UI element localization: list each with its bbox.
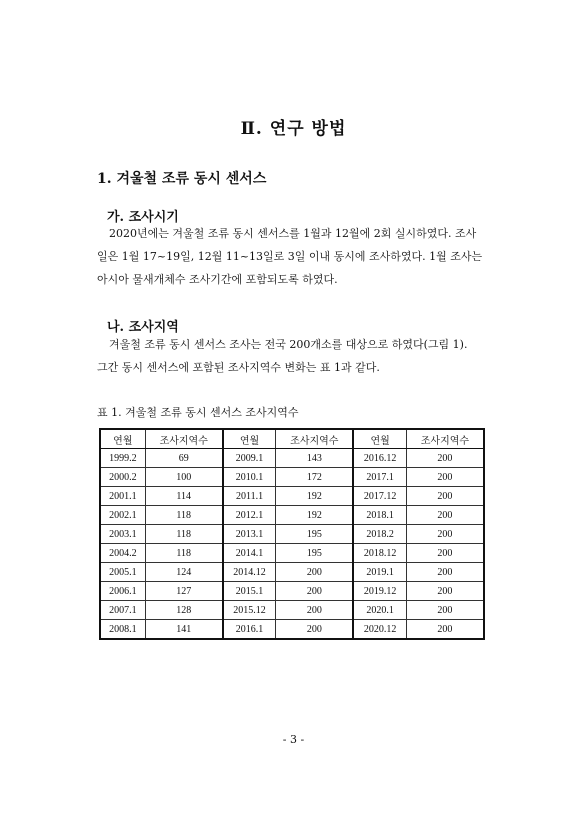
table-row: [100, 468, 484, 487]
subsection-title-period: 가. 조사시기: [107, 210, 179, 225]
table-cell: 200: [406, 487, 484, 506]
table-cell: 2018.12: [353, 544, 406, 563]
table-cell: 192: [276, 487, 354, 506]
table-cell: 200: [406, 601, 484, 620]
table-cell: 2018.2: [353, 525, 406, 544]
table-cell: 2004.2: [100, 544, 145, 563]
table-caption: 표 1. 겨울철 조류 동시 센서스 조사지역수: [97, 406, 299, 419]
table-cell: 2018.1: [353, 506, 406, 525]
table-cell: 200: [406, 468, 484, 487]
table-cell: 200: [406, 525, 484, 544]
table-cell: 2014.12: [223, 563, 276, 582]
table-cell: 2015.1: [223, 582, 276, 601]
table-cell: 2009.1: [223, 449, 276, 468]
header-cell: 연월: [100, 429, 145, 449]
table-cell: 2013.1: [223, 525, 276, 544]
table-cell: 200: [406, 449, 484, 468]
table-cell: 127: [145, 582, 223, 601]
table-cell: 118: [145, 506, 223, 525]
table-cell: 2000.2: [100, 468, 145, 487]
table-cell: 2017.12: [353, 487, 406, 506]
header-cell: 조사지역수: [276, 429, 354, 449]
table-row: [100, 487, 484, 506]
table-cell: 200: [406, 582, 484, 601]
header-cell: 연월: [353, 429, 406, 449]
paragraph-line: 겨울철 조류 동시 센서스 조사는 전국 200개소를 대상으로 하였다(그림 1).: [109, 338, 468, 351]
paragraph-line: 2020년에는 겨울철 조류 동시 센서스를 1월과 12월에 2회 실시하였다. 조사: [109, 227, 477, 240]
table-cell: 200: [406, 563, 484, 582]
table-cell: 2020.12: [353, 620, 406, 640]
header-cell: 조사지역수: [145, 429, 223, 449]
table-cell: 100: [145, 468, 223, 487]
table-cell: 118: [145, 525, 223, 544]
table-cell: 2007.1: [100, 601, 145, 620]
table-row: [100, 582, 484, 601]
table-cell: 2006.1: [100, 582, 145, 601]
table-row: [100, 620, 484, 640]
table-cell: 118: [145, 544, 223, 563]
table-cell: 195: [276, 525, 354, 544]
paragraph-line: 그간 동시 센서스에 포함된 조사지역수 변화는 표 1과 같다.: [97, 361, 380, 374]
table-cell: 2019.12: [353, 582, 406, 601]
survey-sites-table: [99, 428, 485, 640]
table-cell: 143: [276, 449, 354, 468]
table-cell: 2011.1: [223, 487, 276, 506]
table-cell: 2019.1: [353, 563, 406, 582]
table-cell: 2003.1: [100, 525, 145, 544]
header-cell: 연월: [223, 429, 276, 449]
table-cell: 2001.1: [100, 487, 145, 506]
table-cell: 2014.1: [223, 544, 276, 563]
table-row: [100, 563, 484, 582]
table-row: [100, 601, 484, 620]
table-cell: 2020.1: [353, 601, 406, 620]
table-cell: 200: [276, 582, 354, 601]
table-cell: 200: [276, 601, 354, 620]
table-cell: 69: [145, 449, 223, 468]
chapter-title: Ⅱ. 연구 방법: [240, 119, 347, 139]
table-cell: 141: [145, 620, 223, 640]
page-number: - 3 -: [282, 733, 305, 746]
table-header-row: [100, 429, 484, 449]
table-cell: 192: [276, 506, 354, 525]
table-row: [100, 525, 484, 544]
header-cell: 조사지역수: [406, 429, 484, 449]
paragraph-line: 아시아 물새개체수 조사기간에 포함되도록 하였다.: [97, 273, 338, 286]
table-cell: 200: [406, 620, 484, 640]
paragraph-survey-area: [97, 333, 492, 379]
table-cell: 172: [276, 468, 354, 487]
table-cell: 124: [145, 563, 223, 582]
table-cell: 2016.1: [223, 620, 276, 640]
table-cell: 2012.1: [223, 506, 276, 525]
table-cell: 2016.12: [353, 449, 406, 468]
table-cell: 114: [145, 487, 223, 506]
paragraph-survey-period: [97, 222, 492, 291]
table-cell: 200: [406, 544, 484, 563]
table-cell: 200: [276, 563, 354, 582]
table-cell: 195: [276, 544, 354, 563]
table-cell: 2002.1: [100, 506, 145, 525]
table-row: [100, 544, 484, 563]
table-cell: 1999.2: [100, 449, 145, 468]
table-cell: 2005.1: [100, 563, 145, 582]
table-cell: 2010.1: [223, 468, 276, 487]
subsection-title-area: 나. 조사지역: [107, 320, 179, 335]
table-cell: 2017.1: [353, 468, 406, 487]
section-title: 1. 겨울철 조류 동시 센서스: [97, 171, 267, 187]
table-cell: 2008.1: [100, 620, 145, 640]
table-cell: 200: [406, 506, 484, 525]
table-row: [100, 506, 484, 525]
table-row: [100, 449, 484, 468]
table-cell: 128: [145, 601, 223, 620]
paragraph-line: 일은 1월 17~19일, 12월 11~13일로 3일 이내 동시에 조사하였다. 1월 조사는: [97, 250, 483, 263]
table-cell: 2015.12: [223, 601, 276, 620]
table-cell: 200: [276, 620, 354, 640]
